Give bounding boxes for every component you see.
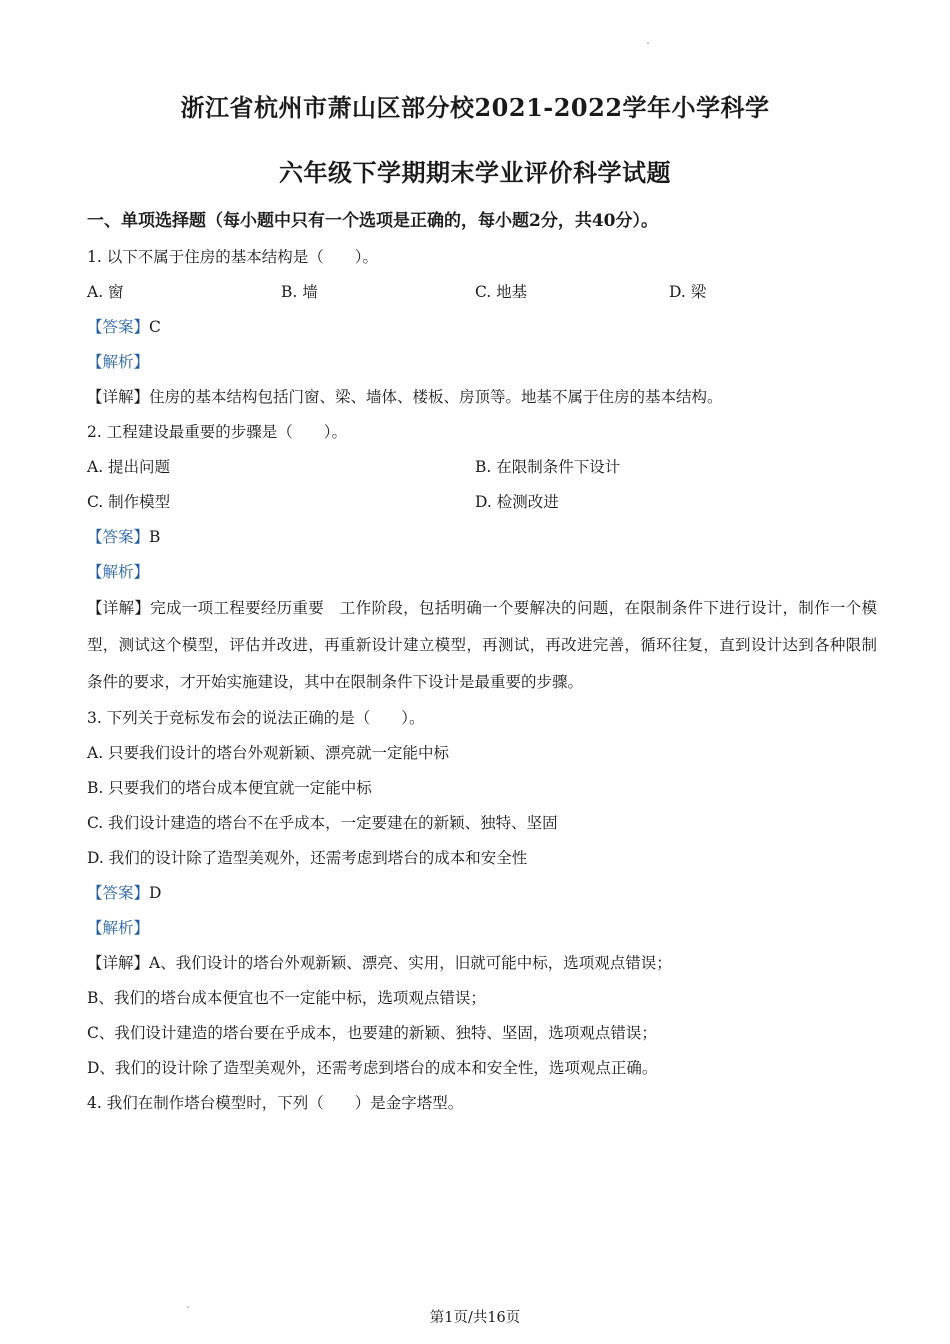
question-3-detail-line-4: D、我们的设计除了造型美观外，还需考虑到塔台的成本和安全性，选项观点正确。	[87, 1059, 658, 1077]
q2-option-d: D. 检测改进	[475, 493, 559, 511]
question-3-analysis	[87, 911, 877, 946]
answer-value: B	[149, 528, 161, 546]
question-2-options-row-1	[87, 450, 877, 485]
answer-label: 【答案】	[87, 528, 150, 546]
q3-option-b: B. 只要我们的塔台成本便宜就一定能中标	[87, 779, 372, 797]
q2-option-b: B. 在限制条件下设计	[475, 458, 621, 476]
question-3-answer	[87, 876, 877, 911]
q2-option-c: C. 制作模型	[87, 493, 171, 511]
document-title-line-1: 浙江省杭州市萧山区部分校2021-2022学年小学科学	[180, 93, 770, 122]
question-2-answer	[87, 520, 877, 555]
detail-label: 【详解】	[87, 599, 151, 617]
document-title-line-2: 六年级下学期期末学业评价科学试题	[279, 158, 671, 187]
q1-option-b: B. 墙	[281, 283, 318, 301]
analysis-label: 【解析】	[87, 353, 150, 371]
q2-option-a: A. 提出问题	[87, 458, 171, 476]
answer-label: 【答案】	[87, 884, 150, 902]
question-1-analysis	[87, 345, 877, 380]
question-3-detail-line-3: C、我们设计建造的塔台要在乎成本，也要建的新颖、独特、坚固，选项观点错误；	[87, 1024, 657, 1042]
question-3-detail-line-2: B、我们的塔台成本便宜也不一定能中标，选项观点错误；	[87, 989, 486, 1007]
question-1-stem: 1. 以下不属于住房的基本结构是（ ）。	[87, 248, 378, 266]
answer-value: D	[149, 884, 162, 902]
question-2-stem: 2. 工程建设最重要的步骤是（ ）。	[87, 423, 347, 441]
question-2-analysis	[87, 555, 877, 590]
q1-option-d: D. 梁	[669, 283, 707, 301]
analysis-label: 【解析】	[87, 919, 150, 937]
detail-text: 完成一项工程要经历重要 工作阶段，包括明确一个要解决的问题，在限制条件下进行设计，制作一个模型，测试这个模型，评估并改进，再重新设计建立模型，再测试，再改进完善，循环往复，直到设计达到各种限制条件的要求，才开始实施建设，其中在限制条件下设计是最重要的步骤。	[87, 599, 877, 691]
question-3-detail-line-1	[87, 946, 877, 981]
answer-label: 【答案】	[87, 318, 150, 336]
question-2-options-row-2	[87, 485, 877, 520]
scan-speck	[647, 42, 649, 44]
question-2-detail	[87, 590, 877, 701]
question-1-answer	[87, 310, 877, 345]
q3-option-d: D. 我们的设计除了造型美观外，还需考虑到塔台的成本和安全性	[87, 849, 528, 867]
document-body	[87, 206, 877, 1121]
section-heading: 一、单项选择题（每小题中只有一个选项是正确的，每小题2分，共40分）。	[87, 211, 658, 231]
q1-option-a: A. 窗	[87, 283, 124, 301]
detail-text: 住房的基本结构包括门窗、梁、墙体、楼板、房顶等。地基不属于住房的基本结构。	[149, 388, 723, 406]
detail-label: 【详解】	[87, 954, 150, 972]
detail-text: A、我们设计的塔台外观新颖、漂亮、实用，旧就可能中标，选项观点错误；	[149, 954, 672, 972]
question-1-detail	[87, 380, 877, 415]
question-4-stem: 4. 我们在制作塔台模型时，下列（ ）是金字塔型。	[87, 1094, 464, 1112]
answer-value: C	[149, 318, 161, 336]
page-number-footer: 第1页/共16页	[429, 1310, 521, 1326]
q3-option-c: C. 我们设计建造的塔台不在乎成本，一定要建在的新颖、独特、坚固	[87, 814, 558, 832]
q1-option-c: C. 地基	[475, 283, 528, 301]
question-1-options	[87, 275, 877, 310]
analysis-label: 【解析】	[87, 563, 150, 581]
q3-option-a: A. 只要我们设计的塔台外观新颖、漂亮就一定能中标	[87, 744, 450, 762]
question-3-stem: 3. 下列关于竞标发布会的说法正确的是（ ）。	[87, 709, 425, 727]
detail-label: 【详解】	[87, 388, 150, 406]
